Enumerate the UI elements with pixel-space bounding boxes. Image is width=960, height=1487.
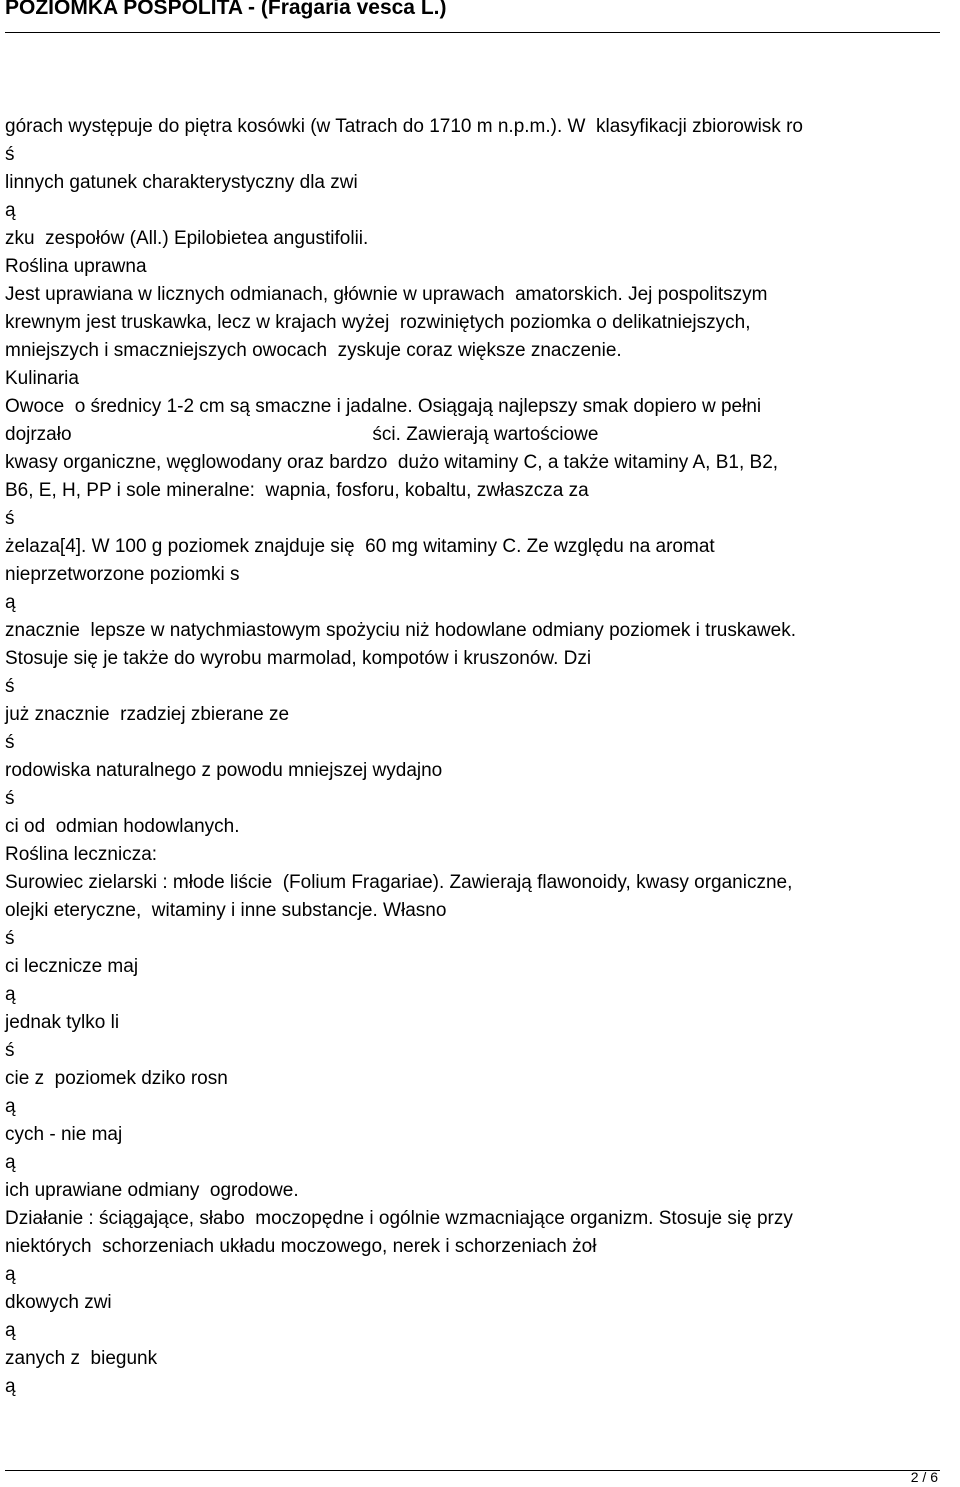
text-line: krewnym jest truskawka, lecz w krajach wyżej rozwiniętych poziomka o delikatniejszych, (5, 312, 751, 333)
text-line: dkowych zwi (5, 1292, 112, 1313)
text-line: dojrzało ści. Zawierają wartościowe (5, 424, 599, 445)
footer-divider (5, 1470, 940, 1471)
section-heading: Roślina uprawna (5, 256, 147, 277)
text-line: ś (5, 732, 15, 753)
text-line: olejki eteryczne, witaminy i inne substancje. Własno (5, 900, 447, 921)
text-line: ich uprawiane odmiany ogrodowe. (5, 1180, 299, 1201)
text-line: znacznie lepsze w natychmiastowym spożyciu niż hodowlane odmiany poziomek i truskawek. (5, 620, 796, 641)
page-number: 2 / 6 (910, 1469, 938, 1485)
text-line: żelaza[4]. W 100 g poziomek znajduje się 60 mg witaminy C. Ze względu na aromat (5, 536, 715, 557)
text-line: Surowiec zielarski : młode liście (Folium Fragariae). Zawierają flawonoidy, kwasy organiczne, (5, 872, 793, 893)
document-title: POZIOMKA POSPOLITA - (Fragaria vesca L.) (5, 0, 447, 19)
text-line: górach występuje do piętra kosówki (w Tatrach do 1710 m n.p.m.). W klasyfikacji zbiorowisk ro (5, 116, 803, 137)
text-line: niektórych schorzeniach układu moczowego, nerek i schorzeniach żoł (5, 1236, 597, 1257)
text-line: ś (5, 508, 15, 529)
text-line: Działanie : ściągające, słabo moczopędne i ogólnie wzmacniające organizm. Stosuje się przy (5, 1208, 793, 1229)
text-line: jednak tylko li (5, 1012, 120, 1033)
text-line: ś (5, 1040, 15, 1061)
header-divider (5, 32, 940, 33)
text-line: ą (5, 1096, 16, 1117)
text-line: cie z poziomek dziko rosn (5, 1068, 228, 1089)
text-line: ci od odmian hodowlanych. (5, 816, 240, 837)
text-line: kwasy organiczne, węglowodany oraz bardzo dużo witaminy C, a także witaminy A, B1, B2, (5, 452, 779, 473)
text-line: ci lecznicze maj (5, 956, 139, 977)
text-line: Stosuje się je także do wyrobu marmolad, kompotów i kruszonów. Dzi (5, 648, 592, 669)
text-line: ś (5, 676, 15, 697)
text-line: już znacznie rzadziej zbierane ze (5, 704, 290, 725)
text-line: linnych gatunek charakterystyczny dla zwi (5, 172, 358, 193)
text-line: mniejszych i smaczniejszych owocach zyskuje coraz większe znaczenie. (5, 340, 622, 361)
text-line: ą (5, 1264, 16, 1285)
text-line: ą (5, 1376, 16, 1397)
text-line: ś (5, 928, 15, 949)
text-line: cych - nie maj (5, 1124, 123, 1145)
text-line: Jest uprawiana w licznych odmianach, głównie w uprawach amatorskich. Jej pospolitszym (5, 284, 768, 305)
text-line: nieprzetworzone poziomki s (5, 564, 240, 585)
document-body (5, 113, 945, 1401)
text-line: ą (5, 984, 16, 1005)
text-line: ą (5, 200, 16, 221)
text-line: ś (5, 788, 15, 809)
text-line: Owoce o średnicy 1-2 cm są smaczne i jadalne. Osiągają najlepszy smak dopiero w pełni (5, 396, 762, 417)
text-line: B6, E, H, PP i sole mineralne: wapnia, fosforu, kobaltu, zwłaszcza za (5, 480, 589, 501)
text-line: ą (5, 1320, 16, 1341)
text-line: zku zespołów (All.) Epilobietea angustifolii. (5, 228, 369, 249)
text-line: ą (5, 1152, 16, 1173)
section-heading: Kulinaria (5, 368, 79, 389)
section-heading: Roślina lecznicza: (5, 844, 158, 865)
text-line: zanych z biegunk (5, 1348, 158, 1369)
text-line: ś (5, 144, 15, 165)
text-line: ą (5, 592, 16, 613)
text-line: rodowiska naturalnego z powodu mniejszej wydajno (5, 760, 443, 781)
